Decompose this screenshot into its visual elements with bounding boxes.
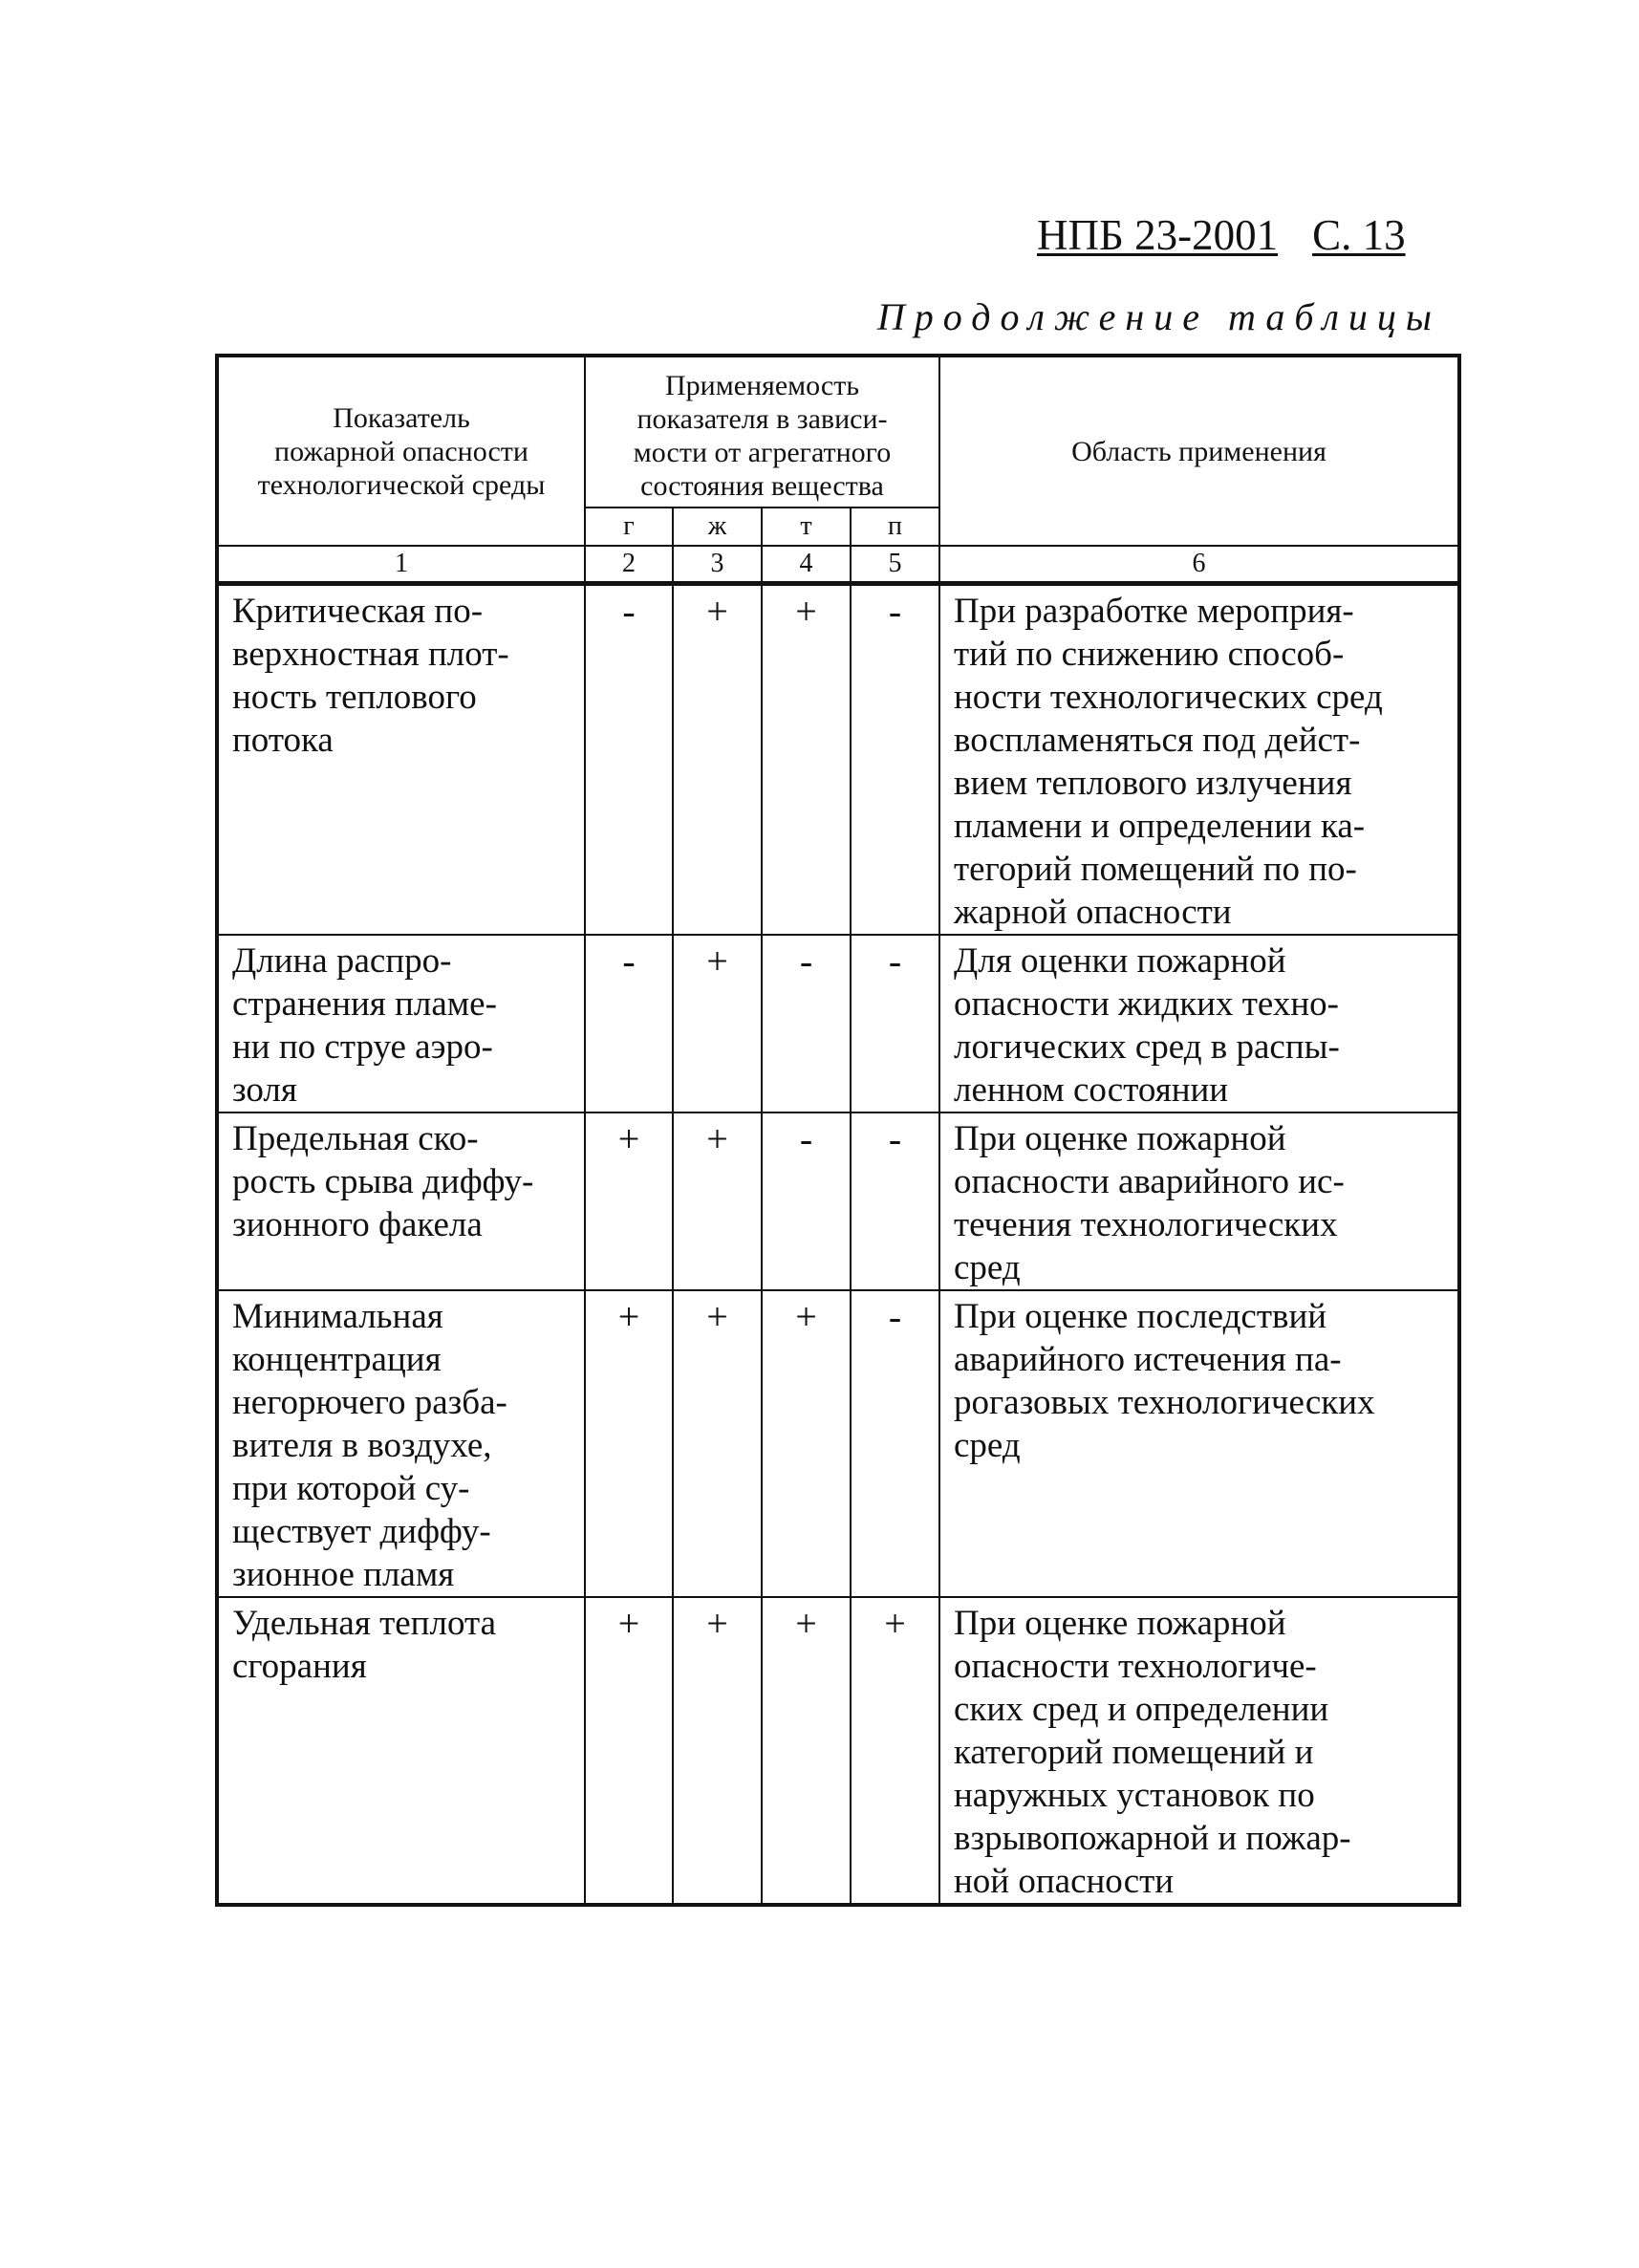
table-row bbox=[217, 1597, 1459, 1905]
state-gas-cell: + bbox=[585, 1290, 673, 1597]
area-cell: При оценке пожарной опасности аварийного ис- течения технологических сред bbox=[939, 1112, 1459, 1290]
state-gas-cell: - bbox=[585, 584, 673, 936]
state-dust-cell: - bbox=[851, 584, 939, 936]
state-solid-cell: + bbox=[762, 1597, 851, 1905]
header-area-of-application: Область применения bbox=[939, 356, 1459, 546]
header-state-dust: п bbox=[851, 508, 939, 546]
indicator-cell: Длина распро- странения пламе- ни по струе аэро- золя bbox=[217, 935, 585, 1112]
indicator-cell: Удельная теплота сгорания bbox=[217, 1597, 585, 1905]
fire-hazard-indicators-table bbox=[215, 354, 1461, 1907]
state-dust-cell: - bbox=[851, 1112, 939, 1290]
document-code: НПБ 23-2001 bbox=[1037, 211, 1279, 259]
table-row bbox=[217, 1290, 1459, 1597]
indicator-cell: Критическая по- верхностная плот- ность теплового потока bbox=[217, 584, 585, 936]
table-continuation-label: Продолжение таблицы bbox=[876, 295, 1441, 338]
column-number: 1 bbox=[217, 546, 585, 584]
column-number: 5 bbox=[851, 546, 939, 584]
area-cell: При оценке пожарной опасности технологиче- ских сред и определении категорий помещений и наружных установок по взрывопожарной и пожар- ной опасности bbox=[939, 1597, 1459, 1905]
state-liquid-cell: + bbox=[673, 584, 762, 936]
state-liquid-cell: + bbox=[673, 1290, 762, 1597]
area-cell: Для оценки пожарной опасности жидких техно- логических сред в распы- ленном состоянии bbox=[939, 935, 1459, 1112]
header-state-liquid: ж bbox=[673, 508, 762, 546]
table-row bbox=[217, 584, 1459, 936]
column-numbers-row bbox=[217, 546, 1459, 584]
state-solid-cell: + bbox=[762, 584, 851, 936]
state-dust-cell: - bbox=[851, 1290, 939, 1597]
table-row bbox=[217, 1112, 1459, 1290]
page-header bbox=[1037, 210, 1450, 260]
state-solid-cell: + bbox=[762, 1290, 851, 1597]
header-indicator: Показатель пожарной опасности технологической среды bbox=[217, 356, 585, 546]
state-liquid-cell: + bbox=[673, 935, 762, 1112]
state-gas-cell: + bbox=[585, 1597, 673, 1905]
header-state-gas: г bbox=[585, 508, 673, 546]
state-gas-cell: + bbox=[585, 1112, 673, 1290]
state-dust-cell: + bbox=[851, 1597, 939, 1905]
area-cell: При разработке мероприя- тий по снижению способ- ности технологических сред воспламеняться под дейст- вием теплового излучения пламени и определении ка- тегорий помещений по по- жарной опасности bbox=[939, 584, 1459, 936]
state-solid-cell: - bbox=[762, 1112, 851, 1290]
state-liquid-cell: + bbox=[673, 1112, 762, 1290]
column-number: 4 bbox=[762, 546, 851, 584]
header-state-solid: т bbox=[762, 508, 851, 546]
indicator-cell: Предельная ско- рость срыва диффу- зионного факела bbox=[217, 1112, 585, 1290]
page-number: С. 13 bbox=[1312, 211, 1406, 259]
indicator-cell: Минимальная концентрация негорючего разба- вителя в воздухе, при которой су- ществует диффу- зионное пламя bbox=[217, 1290, 585, 1597]
table-row bbox=[217, 935, 1459, 1112]
area-cell: При оценке последствий аварийного истечения па- рогазовых технологических сред bbox=[939, 1290, 1459, 1597]
state-gas-cell: - bbox=[585, 935, 673, 1112]
state-solid-cell: - bbox=[762, 935, 851, 1112]
header-applicability: Применяемость показателя в зависи- мости от агрегатного состояния вещества bbox=[585, 356, 939, 508]
column-number: 6 bbox=[939, 546, 1459, 584]
column-number: 3 bbox=[673, 546, 762, 584]
header-row bbox=[217, 356, 1459, 508]
state-dust-cell: - bbox=[851, 935, 939, 1112]
state-liquid-cell: + bbox=[673, 1597, 762, 1905]
column-number: 2 bbox=[585, 546, 673, 584]
